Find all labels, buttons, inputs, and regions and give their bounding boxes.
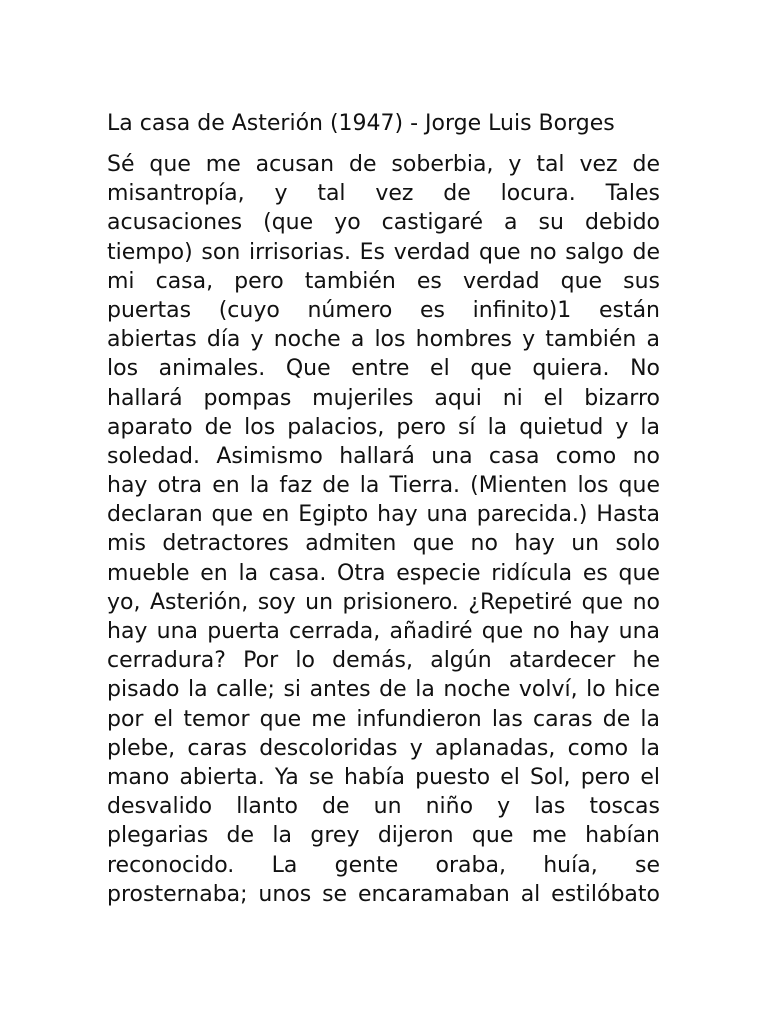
body-line: reconocido. La gente oraba, huía, se bbox=[107, 852, 660, 878]
body-line: prosternaba; unos se encaramaban al estilóbato bbox=[107, 881, 660, 907]
body-line: Sé que me acusan de soberbia, y tal vez de bbox=[107, 152, 660, 177]
body-line: hay otra en la faz de la Tierra. (Mienten los que bbox=[107, 473, 660, 499]
document-title: La casa de Asterión (1947) - Jorge Luis Borges bbox=[107, 111, 615, 136]
body-line: cerradura? Por lo demás, algún atardecer he bbox=[107, 648, 660, 674]
body-line: desvalido llanto de un niño y las toscas bbox=[107, 794, 660, 820]
body-line: por el temor que me infundieron las caras de la bbox=[107, 706, 660, 732]
body-line: tiempo) son irrisorias. Es verdad que no salgo de bbox=[107, 239, 660, 265]
body-line: pisado la calle; si antes de la noche volví, lo hice bbox=[107, 677, 660, 703]
body-line: los animales. Que entre el que quiera. No bbox=[107, 356, 660, 382]
body-line: plegarias de la grey dijeron que me habían bbox=[107, 823, 660, 849]
body-line: declaran que en Egipto hay una parecida.) Hasta bbox=[107, 502, 660, 528]
body-line: mano abierta. Ya se había puesto el Sol, pero el bbox=[107, 764, 660, 790]
body-line: abiertas día y noche a los hombres y también a bbox=[107, 327, 660, 353]
body-line: misantropía, y tal vez de locura. Tales bbox=[107, 181, 660, 207]
document-body bbox=[107, 150, 660, 909]
body-line: mueble en la casa. Otra especie ridícula es que bbox=[107, 560, 660, 586]
body-line: hallará pompas mujeriles aqui ni el bizarro bbox=[107, 385, 660, 411]
body-line: mis detractores admiten que no hay un solo bbox=[107, 531, 660, 557]
body-line: hay una puerta cerrada, añadiré que no hay una bbox=[107, 619, 660, 644]
document-page bbox=[107, 108, 660, 909]
body-line: yo, Asterión, soy un prisionero. ¿Repetiré que no bbox=[107, 589, 660, 615]
body-line: acusaciones (que yo castigaré a su debido bbox=[107, 210, 660, 236]
body-line: puertas (cuyo número es infinito)1 están bbox=[107, 297, 660, 323]
body-line: plebe, caras descoloridas y aplanadas, como la bbox=[107, 735, 660, 761]
body-line: mi casa, pero también es verdad que sus bbox=[107, 268, 660, 294]
body-line: aparato de los palacios, pero sí la quietud y la bbox=[107, 414, 660, 440]
body-line: soledad. Asimismo hallará una casa como no bbox=[107, 443, 660, 469]
